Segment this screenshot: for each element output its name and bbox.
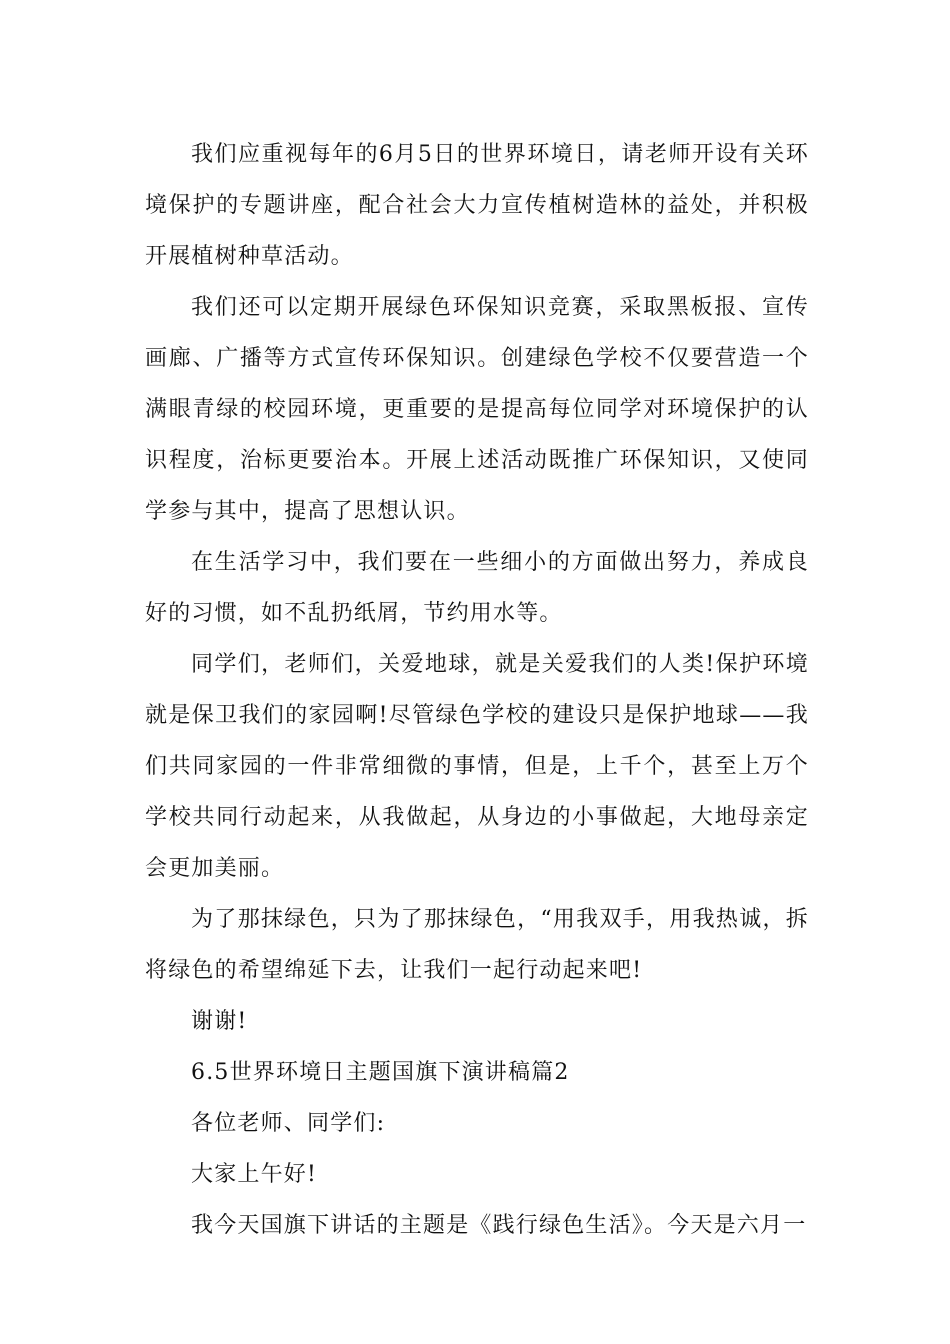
paragraph-4: 同学们，老师们，关爱地球，就是关爱我们的人类!保护环境就是保卫我们的家园啊!尽管绿色学校的建设只是保护地球——我们共同家园的一件非常细微的事情，但是，上千个，甚至上万个学校共同行动起来，从我做起，从身边的小事做起，大地母亲定会更加美丽。 [145, 652, 809, 881]
salutation: 各位老师、同学们: [191, 1111, 386, 1136]
paragraph-3: 在生活学习中，我们要在一些细小的方面做出努力，养成良好的习惯，如不乱扔纸屑，节约用水等。 [145, 550, 809, 626]
paragraph-5: 为了那抹绿色，只为了那抹绿色，“用我双手，用我热诚，拆将绿色的希望绵延下去，让我们一起行动起来吧! [145, 907, 809, 983]
paragraph-topic: 我今天国旗下讲话的主题是《践行绿色生活》。今天是六月一 [191, 1213, 807, 1238]
paragraph-thanks: 谢谢! [191, 1009, 248, 1034]
paragraph-1: 我们应重视每年的6月5日的世界环境日，请老师开设有关环境保护的专题讲座，配合社会大力宣传植树造林的益处，并积极开展植树种草活动。 [145, 142, 809, 269]
paragraph-2: 我们还可以定期开展绿色环保知识竞赛，采取黑板报、宣传画廊、广播等方式宣传环保知识。创建绿色学校不仅要营造一个满眼青绿的校园环境，更重要的是提高每位同学对环境保护的认识程度，治标更要治本。开展上述活动既推广环保知识，又使同学参与其中，提高了思想认识。 [145, 295, 809, 524]
section-heading: 6.5世界环境日主题国旗下演讲稿篇2 [191, 1060, 570, 1085]
greeting: 大家上午好! [191, 1162, 318, 1187]
document-body [145, 129, 809, 1251]
